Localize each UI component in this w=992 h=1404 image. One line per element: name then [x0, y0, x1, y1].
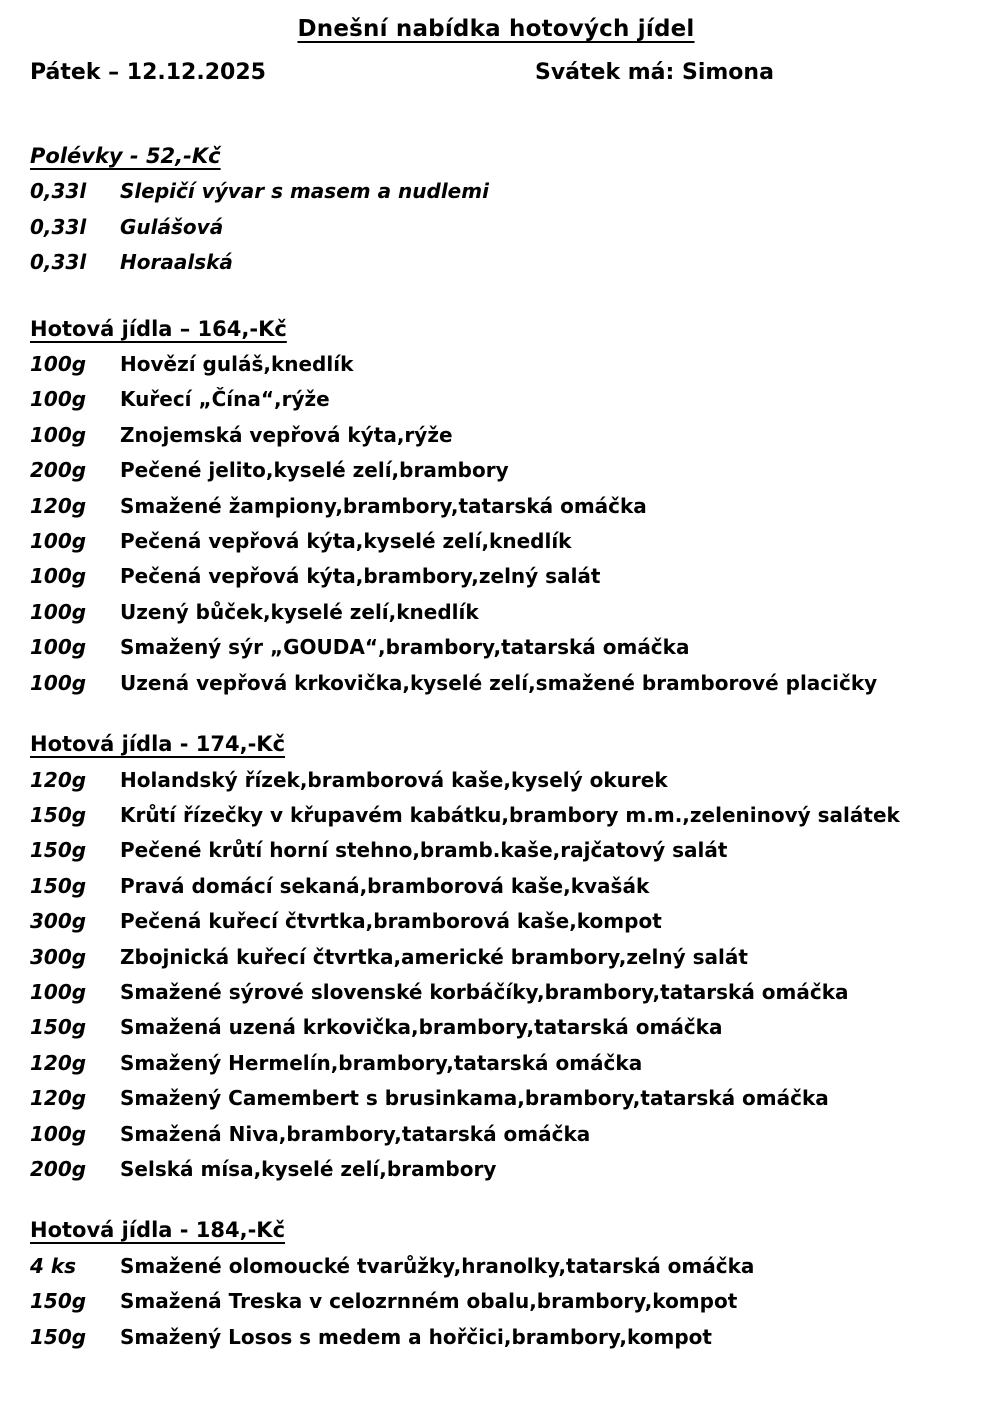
item-quantity: 150g [30, 1324, 87, 1349]
item-name: Smažená Treska v celozrnném obalu,brambory,kompot [120, 1289, 738, 1314]
item-quantity: 100g [30, 670, 87, 695]
item-name: Uzená vepřová krkovička,kyselé zelí,smažené bramborové placičky [120, 670, 878, 695]
item-name: Kuřecí „Čína“,rýže [120, 387, 330, 412]
section-heading-text: Hotová jídla - 184,-Kč [30, 1218, 286, 1243]
item-name: Smažený Hermelín,brambory,tatarská omáčka [120, 1050, 643, 1075]
menu-item-row [30, 1152, 962, 1187]
item-name: Pečené jelito,kyselé zelí,brambory [120, 458, 509, 483]
menu-item-row [30, 489, 962, 524]
menu-item-row [30, 798, 962, 833]
menu-section [30, 312, 962, 701]
item-name: Krůtí řízečky v křupavém kabátku,brambory m.m.,zeleninový salátek [120, 802, 900, 827]
item-quantity: 4 ks [30, 1253, 77, 1278]
item-quantity: 100g [30, 529, 87, 554]
item-quantity: 150g [30, 1289, 87, 1314]
menu-item-row [30, 559, 962, 594]
item-quantity: 0,33l [30, 250, 87, 275]
item-name: Hovězí guláš,knedlík [120, 352, 354, 377]
menu-item-row [30, 245, 962, 280]
item-name: Gulášová [120, 214, 224, 239]
item-name: Smažený Camembert s brusinkama,brambory,tatarská omáčka [120, 1086, 829, 1111]
menu-item-row [30, 1249, 962, 1284]
item-quantity: 120g [30, 493, 87, 518]
menu-item-row [30, 453, 962, 488]
menu-item-row [30, 595, 962, 630]
item-quantity: 150g [30, 802, 87, 827]
item-quantity: 300g [30, 944, 87, 969]
item-name: Pečená kuřecí čtvrtka,bramborová kaše,kompot [120, 909, 662, 934]
menu-item-row [30, 666, 962, 701]
item-name: Zbojnická kuřecí čtvrtka,americké brambory,zelný salát [120, 944, 748, 969]
item-quantity: 200g [30, 458, 87, 483]
item-name: Holandský řízek,bramborová kaše,kyselý okurek [120, 767, 668, 792]
menu-header [30, 55, 962, 90]
section-heading [30, 312, 962, 347]
menu-item-row [30, 1046, 962, 1081]
section-heading [30, 727, 962, 762]
menu-item-row [30, 210, 962, 245]
item-quantity: 100g [30, 564, 87, 589]
item-name: Znojemská vepřová kýta,rýže [120, 422, 453, 447]
page-title-text: Dnešní nabídka hotových jídel [297, 16, 695, 42]
item-quantity: 100g [30, 599, 87, 624]
menu-item-row [30, 833, 962, 868]
menu-item-row [30, 869, 962, 904]
item-name: Smažená Niva,brambory,tatarská omáčka [120, 1121, 591, 1146]
item-quantity: 300g [30, 909, 87, 934]
item-quantity: 150g [30, 1015, 87, 1040]
item-name: Selská mísa,kyselé zelí,brambory [120, 1156, 497, 1181]
item-quantity: 100g [30, 352, 87, 377]
menu-sections [30, 139, 962, 1355]
menu-item-row [30, 1284, 962, 1319]
menu-section [30, 139, 962, 281]
menu-section [30, 1213, 962, 1355]
item-quantity: 120g [30, 1050, 87, 1075]
item-name: Uzený bůček,kyselé zelí,knedlík [120, 599, 479, 624]
menu-item-row [30, 630, 962, 665]
item-name: Smažená uzená krkovička,brambory,tatarská omáčka [120, 1015, 723, 1040]
item-name: Pečená vepřová kýta,kyselé zelí,knedlík [120, 529, 572, 554]
section-heading [30, 1213, 962, 1248]
item-name: Slepičí vývar s masem a nudlemi [120, 179, 489, 204]
section-heading [30, 139, 962, 174]
page-title [30, 14, 962, 44]
section-heading-text: Hotová jídla – 164,-Kč [30, 316, 287, 341]
item-name: Pečené krůtí horní stehno,bramb.kaše,rajčatový salát [120, 838, 728, 863]
item-name: Pravá domácí sekaná,bramborová kaše,kvašák [120, 873, 650, 898]
menu-item-row [30, 1320, 962, 1355]
menu-item-row [30, 975, 962, 1010]
item-name: Pečená vepřová kýta,brambory,zelný salát [120, 564, 601, 589]
item-quantity: 100g [30, 387, 87, 412]
menu-item-row [30, 1081, 962, 1116]
item-quantity: 0,33l [30, 214, 87, 239]
item-name: Smažené žampiony,brambory,tatarská omáčka [120, 493, 647, 518]
item-name: Horaalská [120, 250, 233, 275]
item-quantity: 100g [30, 1121, 87, 1146]
item-quantity: 100g [30, 422, 87, 447]
menu-item-row [30, 524, 962, 559]
menu-item-row [30, 174, 962, 209]
menu-item-row [30, 382, 962, 417]
menu-item-row [30, 763, 962, 798]
menu-section [30, 727, 962, 1187]
date-label: Pátek – 12.12.2025 [30, 60, 266, 85]
menu-item-row [30, 940, 962, 975]
menu-item-row [30, 1117, 962, 1152]
menu-item-row [30, 418, 962, 453]
item-quantity: 150g [30, 873, 87, 898]
item-quantity: 120g [30, 767, 87, 792]
item-quantity: 100g [30, 635, 87, 660]
menu-item-row [30, 347, 962, 382]
item-name: Smažený Losos s medem a hořčici,brambory,kompot [120, 1324, 712, 1349]
item-name: Smažené olomoucké tvarůžky,hranolky,tatarská omáčka [120, 1253, 755, 1278]
item-quantity: 100g [30, 979, 87, 1004]
menu-item-row [30, 904, 962, 939]
item-name: Smažené sýrové slovenské korbáčíky,brambory,tatarská omáčka [120, 979, 849, 1004]
item-name: Smažený sýr „GOUDA“,brambory,tatarská omáčka [120, 635, 690, 660]
nameday-label: Svátek má: Simona [535, 60, 774, 85]
section-heading-text: Hotová jídla - 174,-Kč [30, 732, 286, 757]
item-quantity: 200g [30, 1156, 87, 1181]
menu-item-row [30, 1010, 962, 1045]
item-quantity: 120g [30, 1086, 87, 1111]
item-quantity: 150g [30, 838, 87, 863]
section-heading-text: Polévky - 52,-Kč [30, 144, 221, 168]
item-quantity: 0,33l [30, 179, 87, 204]
